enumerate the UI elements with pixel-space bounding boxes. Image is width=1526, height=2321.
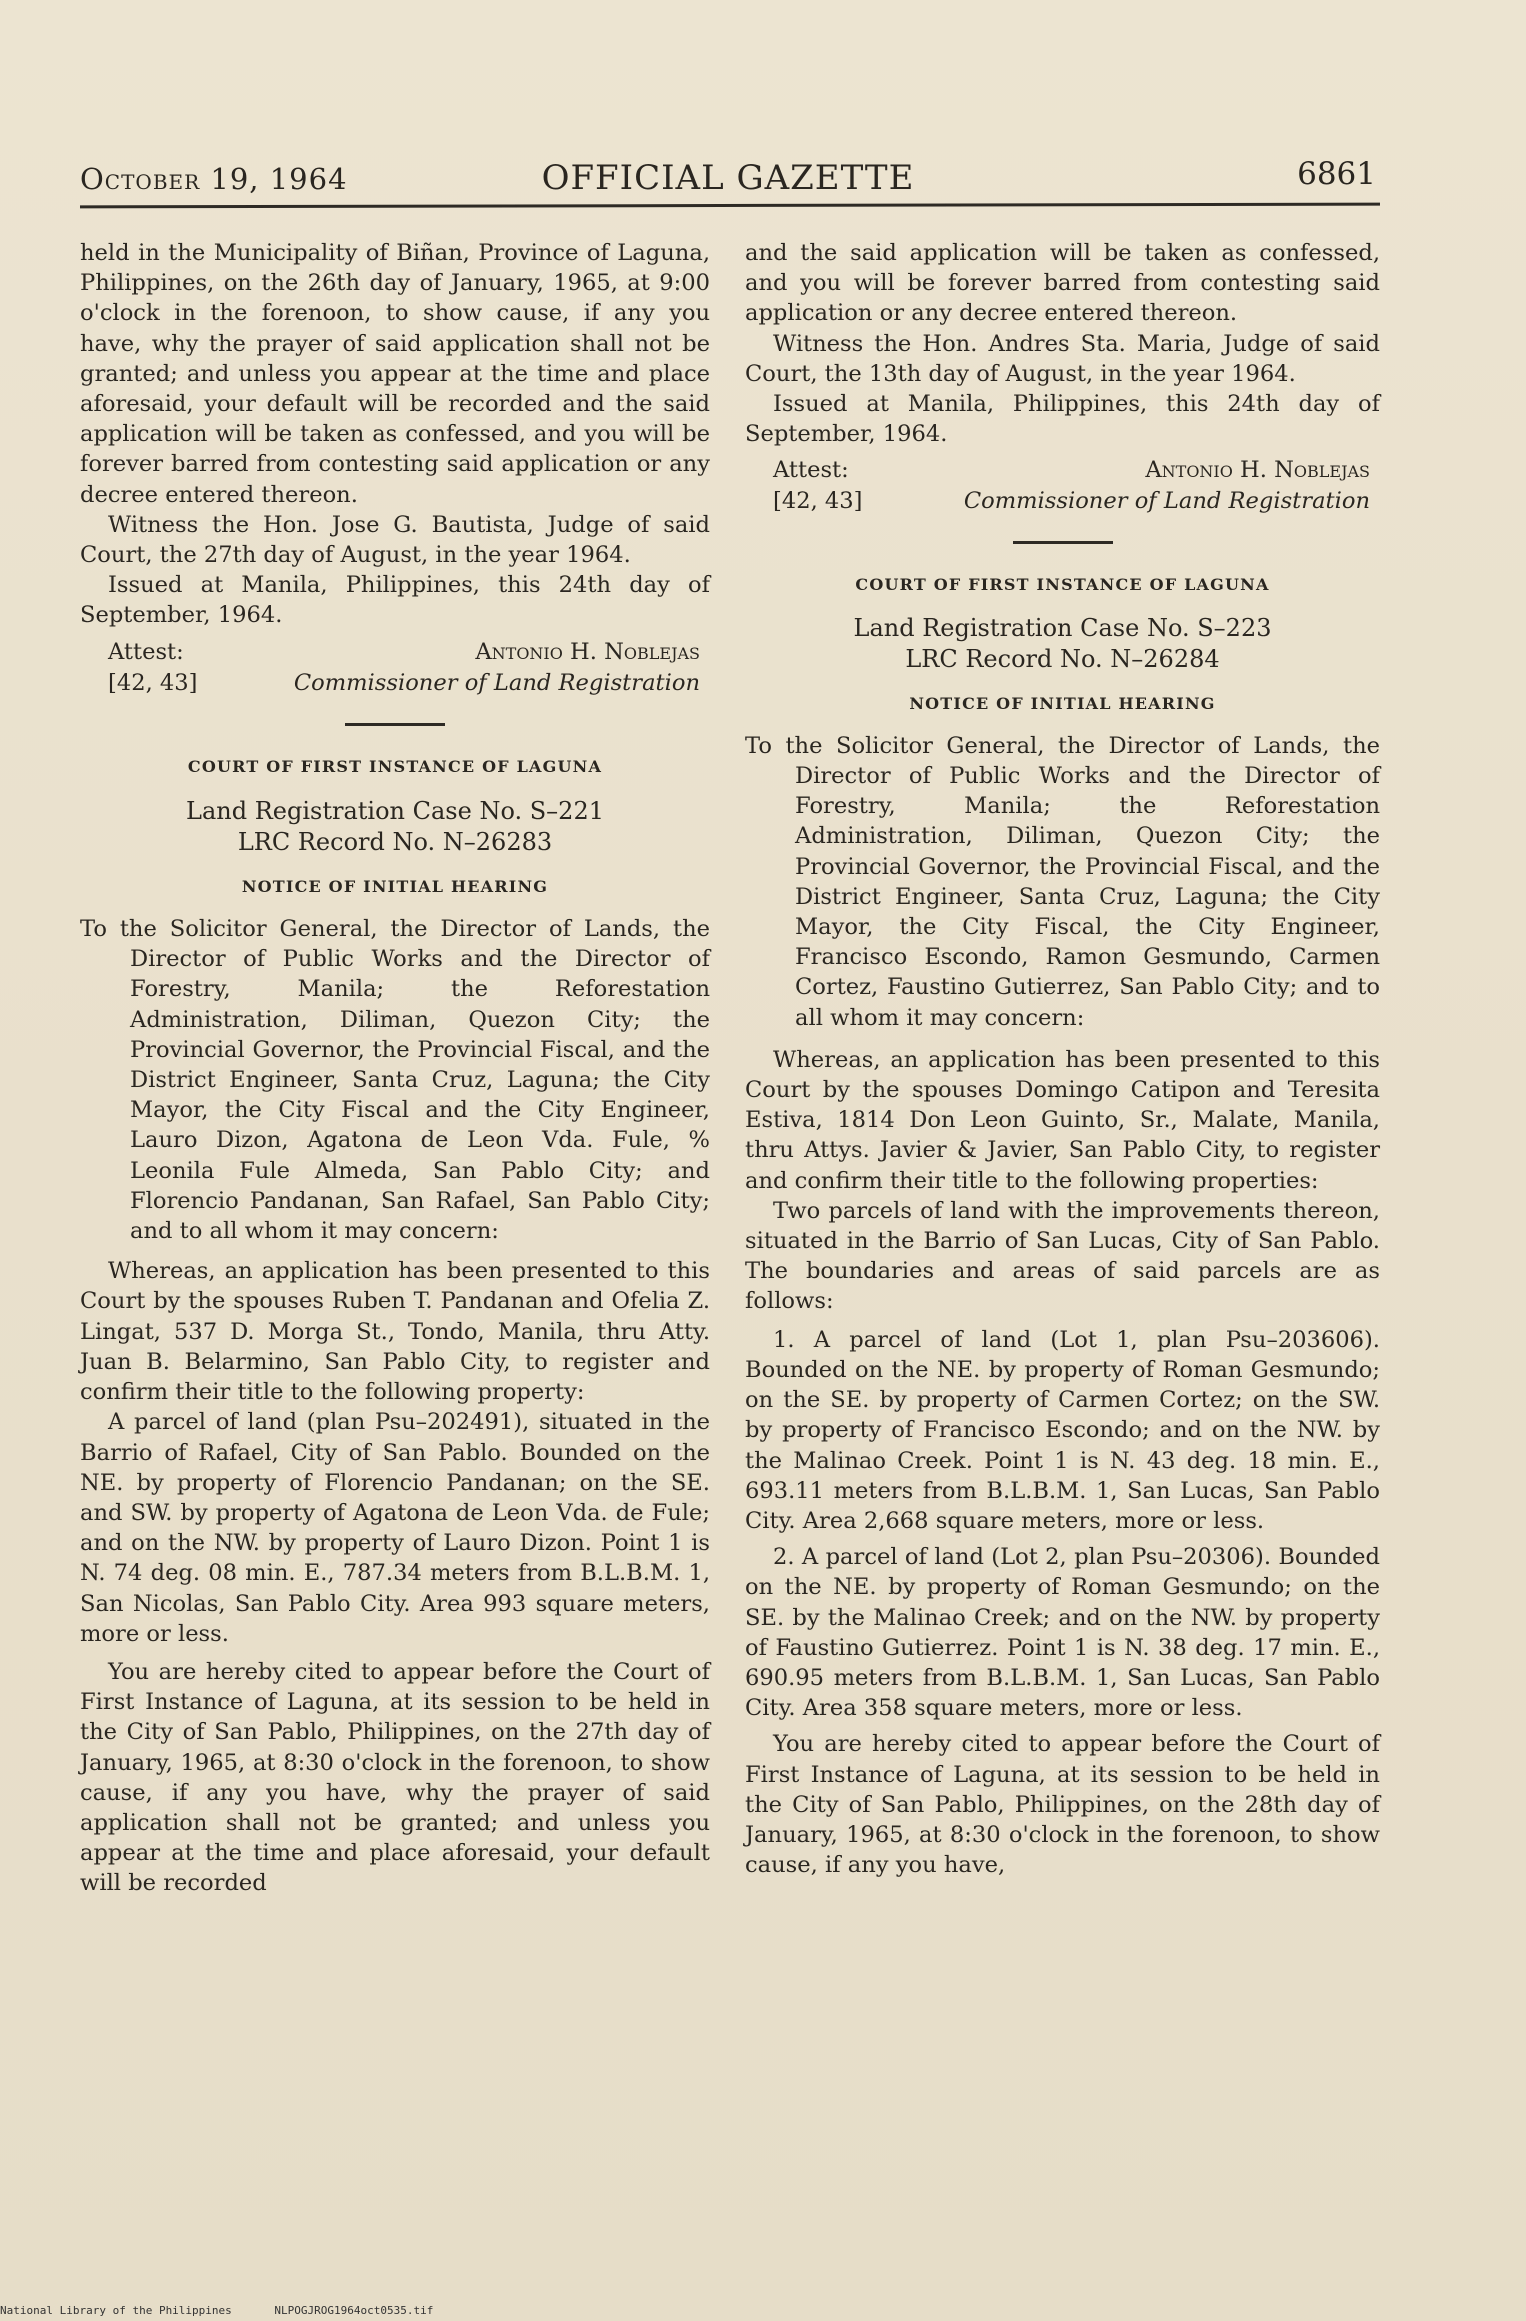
footer-library: National Library of the Philippines <box>0 2304 232 2317</box>
cited-paragraph: You are hereby cited to appear before the Court of First Instance of Laguna, at its session to be held in the City of San Pablo, Philippines, on the 28th day of January, 1965, at 8:30 o'clock in the forenoon, to show cause, if any you have, <box>745 1731 1380 1879</box>
left-continuation-paragraph: held in the Municipality of Biñan, Province of Laguna, Philippines, on the 26th day of January, 1965, at 9:00 o'clock in the forenoon, to show cause, if any you have, why the prayer of said application shall not be granted; and unless you appear at the time and place aforesaid, your default will be recorded and the said application will be taken as confessed, and you will be forever barred from contesting said application or any decree entered thereon. <box>80 240 710 508</box>
left-attest-block <box>80 637 710 699</box>
attest-label: Attest: <box>108 638 184 665</box>
notice-heading: NOTICE OF INITIAL HEARING <box>909 693 1216 713</box>
record-number: LRC Record No. N–26284 <box>905 644 1220 673</box>
page-header <box>80 150 1376 202</box>
case-number: Land Registration Case No. S–221 <box>186 796 604 825</box>
cited-paragraph: You are hereby cited to appear before the Court of First Instance of Laguna, at its session to be held in the City of San Pablo, Philippines, on the 27th day of January, 1965, at 8:30 o'clock in the forenoon, to show cause, if any you have, why the prayer of said application shall not be granted; and unless you appear at the time and place aforesaid, your default will be recorded <box>80 1658 710 1897</box>
right-continuation-paragraph: and the said application will be taken as confessed, and you will be forever barred from contesting said application or any decree entered thereon. <box>745 240 1380 327</box>
addressees-paragraph: To the Solicitor General, the Director of Lands, the Director of Public Works and the Director of Forestry, Manila; the Reforestation Administration, Diliman, Quezon City; the Provincial Governor, the Provincial Fiscal, and the District Engineer, Santa Cruz, Laguna; the City Mayor, the City Fiscal, the City Engineer, Francisco Escondo, Ramon Gesmundo, Carmen Cortez, Faustino Gutierrez, San Pablo City; and to all whom it may concern: <box>745 732 1380 1031</box>
right-attest-block <box>745 455 1380 517</box>
case-number: Land Registration Case No. S–223 <box>853 613 1272 642</box>
right-issued-paragraph: Issued at Manila, Philippines, this 24th day of September, 1964. <box>745 391 1380 448</box>
attest-label: Attest: <box>773 457 849 484</box>
footer-file: NLPOGJROG1964oct0535.tif <box>274 2304 434 2317</box>
attest-title: Commissioner of Land Registration <box>963 488 1370 515</box>
header-page-number: 6861 <box>1297 156 1376 192</box>
record-number: LRC Record No. N–26283 <box>237 827 553 856</box>
left-witness-paragraph: Witness the Hon. Jose G. Bautista, Judge of said Court, the 27th day of August, in the year 1964. <box>80 511 710 569</box>
section-divider <box>1013 541 1113 544</box>
left-column <box>80 238 710 1899</box>
section-divider <box>345 723 445 726</box>
parcel-paragraph: A parcel of land (plan Psu–202491), situated in the Barrio of Rafael, City of San Pablo. Bounded on the NE. by property of Florencio Pandanan; on the SE. and SW. by property of Agatona de Leon Vda. de Fule; and on the NW. by property of Lauro Dizon. Point 1 is N. 74 deg. 08 min. E., 787.34 meters from B.L.B.M. 1, San Nicolas, San Pablo City. Area 993 square meters, more or less. <box>80 1409 710 1647</box>
whereas-paragraph: Whereas, an application has been presented to this Court by the spouses Domingo Catipon and Teresita Estiva, 1814 Don Leon Guinto, Sr., Malate, Manila, thru Attys. Javier & Javier, San Pablo City, to register and confirm their title to the following properties: <box>745 1046 1380 1194</box>
court-heading: COURT OF FIRST INSTANCE OF LAGUNA <box>855 575 1270 595</box>
scan-footer <box>0 2304 469 2317</box>
right-witness-paragraph: Witness the Hon. Andres Sta. Maria, Judge of said Court, the 13th day of August, in the year 1964. <box>745 330 1380 387</box>
two-parcels-paragraph: Two parcels of land with the improvements thereon, situated in the Barrio of San Lucas, City of San Pablo. The boundaries and areas of said parcels are as follows: <box>745 1197 1380 1315</box>
attest-name: Antonio H. Noblejas <box>1145 457 1370 484</box>
court-heading: COURT OF FIRST INSTANCE OF LAGUNA <box>187 756 603 776</box>
whereas-paragraph: Whereas, an application has been presented to this Court by the spouses Ruben T. Pandanan and Ofelia Z. Lingat, 537 D. Morga St., Tondo, Manila, thru Atty. Juan B. Belarmino, San Pablo City, to register and confirm their title to the following property: <box>80 1258 710 1406</box>
attest-ref: [42, 43] <box>108 669 198 696</box>
addressees-paragraph: To the Solicitor General, the Director of Lands, the Director of Public Works and the Director of Forestry, Manila; the Reforestation Administration, Diliman, Quezon City; the Provincial Governor, the Provincial Fiscal, and the District Engineer, Santa Cruz, Laguna; the City Mayor, the City Fiscal and the City Engineer, Lauro Dizon, Agatona de Leon Vda. Fule, % Leonila Fule Almeda, San Pablo City; and Florencio Pandanan, San Rafael, San Pablo City; and to all whom it may concern: <box>80 916 710 1245</box>
right-column <box>745 238 1380 1880</box>
header-rule <box>80 203 1380 209</box>
left-issued-paragraph: Issued at Manila, Philippines, this 24th day of September, 1964. <box>80 572 710 629</box>
lot-2-paragraph: 2. A parcel of land (Lot 2, plan Psu–20306). Bounded on the NE. by property of Roman Gesmundo; on the SE. by the Malinao Creek; and on the NW. by property of Faustino Gutierrez. Point 1 is N. 38 deg. 17 min. E., 690.95 meters from B.L.B.M. 1, San Lucas, San Pablo City. Area 358 square meters, more or less. <box>745 1544 1380 1722</box>
attest-title: Commissioner of Land Registration <box>293 669 700 696</box>
attest-ref: [42, 43] <box>773 488 863 515</box>
lot-1-paragraph: 1. A parcel of land (Lot 1, plan Psu–203606). Bounded on the NE. by property of Roman Gesmundo; on the SE. by property of Carmen Cortez; on the SW. by property of Francisco Escondo; and on the NW. by the Malinao Creek. Point 1 is N. 43 deg. 18 min. E., 693.11 meters from B.L.B.M. 1, San Lucas, San Pablo City. Area 2,668 square meters, more or less. <box>745 1326 1380 1534</box>
header-date: October 19, 1964 <box>80 162 348 196</box>
attest-name: Antonio H. Noblejas <box>475 638 700 665</box>
header-title: OFFICIAL GAZETTE <box>541 158 915 198</box>
notice-heading: NOTICE OF INITIAL HEARING <box>241 876 549 896</box>
